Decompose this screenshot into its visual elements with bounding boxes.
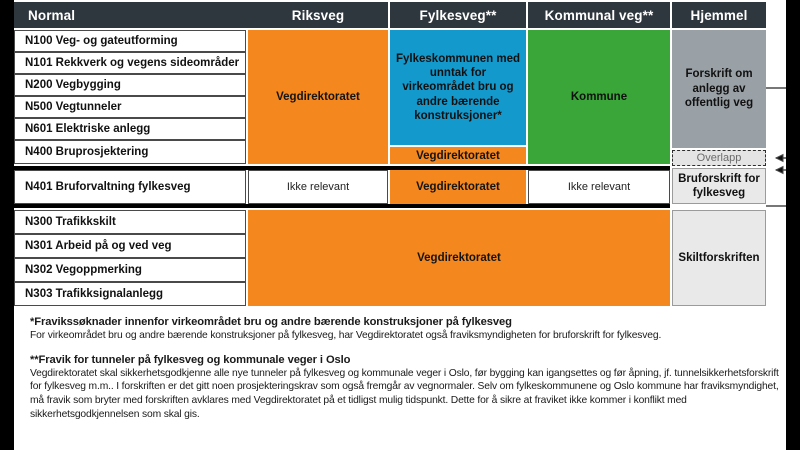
row-label: N400 Bruprosjektering [25, 146, 149, 158]
cell-all-roads-group3 [248, 210, 670, 306]
table-row [14, 234, 246, 258]
column-header-riksveg-label: Riksveg [291, 7, 345, 23]
column-header-normal-label: Normal [28, 7, 76, 23]
table-row [14, 282, 246, 306]
cell-text: Ikke relevant [286, 181, 350, 193]
left-letterbox [0, 0, 14, 450]
table-row [14, 140, 246, 164]
column-header-fylkesveg-label: Fylkesveg** [419, 7, 497, 23]
table-row [14, 30, 246, 52]
cell-text: Vegdirektoratet [417, 252, 501, 264]
row-label: N601 Elektriske anlegg [25, 123, 151, 135]
row-label: N302 Vegoppmerking [25, 264, 142, 276]
table-row [14, 170, 246, 204]
cell-fylkesveg-n400 [390, 147, 526, 164]
table-row [14, 210, 246, 234]
footnote-gap [30, 343, 786, 354]
cell-text: Vegdirektoratet [416, 181, 500, 193]
table-row [14, 52, 246, 74]
table-row [14, 96, 246, 118]
responsibility-table [14, 0, 766, 310]
footnote-1-title: *Fravikssøknader innenfor virkeområdet bru og andre bærende konstruksjoner på fylkesveg [30, 316, 512, 328]
cell-text: Bruforskrift for fylkesveg [678, 172, 760, 199]
cell-text: Skiltforskriften [678, 251, 760, 264]
cell-text: Forskrift om anlegg av offentlig veg [684, 68, 754, 110]
cell-text: Vegdirektoratet [276, 91, 360, 103]
column-header-kommunal-veg-label: Kommunal veg** [544, 7, 654, 23]
table-row [14, 118, 246, 140]
cell-kommunal-n401 [528, 170, 670, 204]
cell-hjemmel-n401 [672, 168, 766, 204]
right-letterbox [786, 0, 800, 450]
cell-hjemmel-group3 [672, 210, 766, 306]
footnote-1-body: For virkeområdet bru og andre bærende konstruksjoner på fylkesveg, har Vegdirektoratet også fraviksmyndigheten for bruforskrift for fylkesveg. [30, 330, 662, 341]
cell-text: Kommune [570, 91, 628, 103]
row-label: N401 Bruforvaltning fylkesveg [25, 181, 191, 193]
cell-kommunal-group1 [528, 30, 670, 164]
cell-fylkesveg-group1 [390, 30, 526, 145]
cell-hjemmel-group1 [672, 30, 766, 148]
row-label: N303 Trafikksignalanlegg [25, 288, 164, 300]
cell-text: Ikke relevant [567, 181, 631, 193]
row-label: N100 Veg- og gateutforming [25, 35, 178, 47]
row-label: N200 Vegbygging [25, 79, 121, 91]
cell-hjemmel-overlapp [672, 150, 766, 166]
footnote-2-body: Vegdirektoratet skal sikkerhetsgodkjenne alle nye tunneler på fylkesveg og kommunale veger i Oslo, før bygging kan igangsettes og før åpning, jf. tunnelsikkerhetsforskrift for fylkesveg m.m.. I forskriften er det gitt noen prosjekteringskrav som også fremgår av vegnormaler. Selv om fylkeskommunene og Oslo kommune har fraviksmyndighet, må fravik som bryter med forskriften avklares med Vegdirektoratet på et tidligst mulig tidspunkt. Dette for å sikre at fraviket ikke kommer i konflikt med sikkerhetsgodkjennelsen som skal gis. [30, 367, 779, 420]
cell-text: Fylkeskommunen med unntak for virkeområdet bru og andre bærende konstruksjoner* [396, 52, 520, 123]
row-label: N300 Trafikkskilt [25, 216, 116, 228]
column-header-kommunal-veg [528, 2, 670, 28]
cell-riksveg-group1 [248, 30, 388, 164]
group-separator-bottom [14, 204, 670, 208]
cell-riksveg-n401 [248, 170, 388, 204]
row-label: N500 Vegtunneler [25, 101, 122, 113]
column-header-riksveg [248, 2, 388, 28]
slide-canvas [14, 0, 786, 450]
cell-text: Overlapp [696, 152, 742, 164]
column-header-hjemmel-label: Hjemmel [690, 7, 748, 23]
footnotes [30, 316, 786, 421]
footnote-2-title: **Fravik for tunneler på fylkesveg og kommunale veger i Oslo [30, 353, 351, 366]
cell-fylkesveg-n401 [390, 170, 526, 204]
table-row [14, 258, 246, 282]
row-label: N301 Arbeid på og ved veg [25, 240, 172, 252]
table-row [14, 74, 246, 96]
column-header-fylkesveg [390, 2, 526, 28]
row-label: N101 Rekkverk og vegens sideområder [25, 57, 240, 69]
column-header-hjemmel [672, 2, 766, 28]
cell-text: Vegdirektoratet [416, 149, 500, 162]
column-header-normal [14, 2, 260, 28]
